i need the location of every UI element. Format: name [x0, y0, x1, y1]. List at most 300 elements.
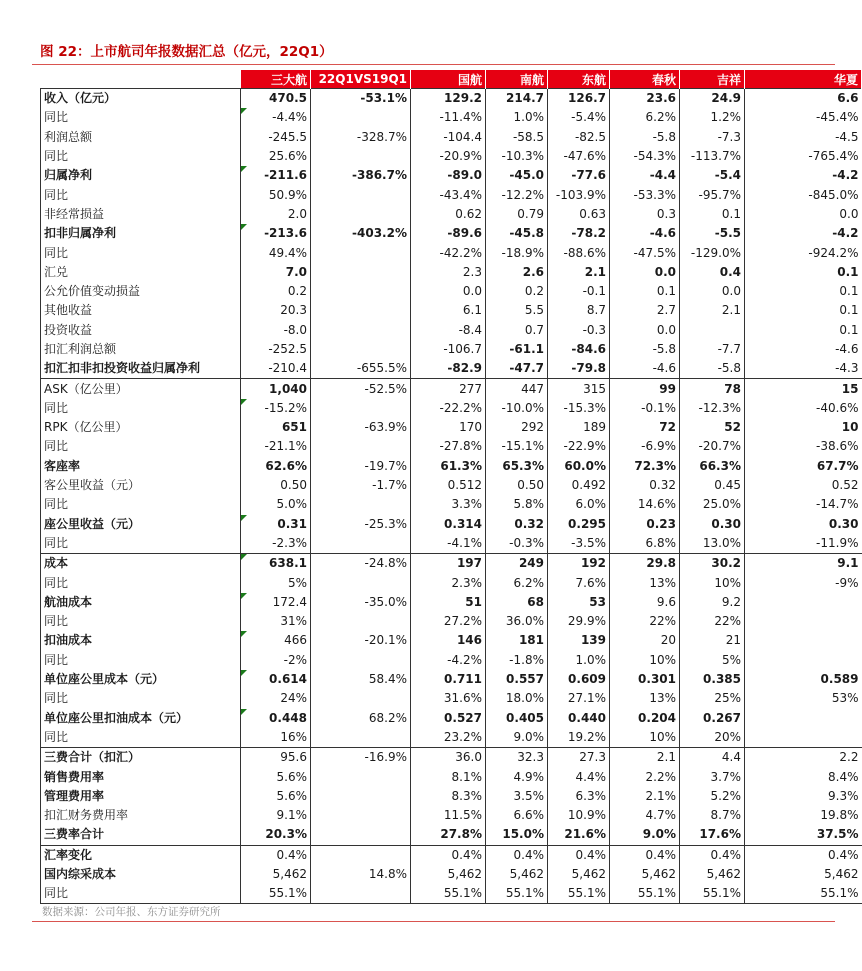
cell-南航: 447 [486, 379, 548, 399]
comment-flag-icon [241, 670, 247, 676]
cell-东航: 315 [548, 379, 610, 399]
cell-吉祥: -20.7% [680, 437, 745, 456]
row-label: 利润总额 [41, 128, 241, 147]
table-row [41, 224, 862, 243]
cell-国航: 0.711 [411, 670, 486, 689]
cell-国航: -4.2% [411, 651, 486, 670]
cell-三大航: 470.5 [241, 89, 311, 109]
cell-东航: -82.5 [548, 128, 610, 147]
cell-华夏: 67.7% [816, 458, 859, 473]
row-label: 同比 [41, 884, 241, 904]
table-row [41, 767, 862, 786]
cell-22Q1VS19Q1 [311, 495, 411, 514]
row-label: 非经常损益 [41, 205, 241, 224]
cell-国航: 27.2% [411, 612, 486, 631]
comment-flag-icon [241, 631, 247, 637]
cell-华夏: 37.5% [816, 827, 859, 842]
table-row [41, 359, 862, 379]
cell-东航: 4.4% [548, 767, 610, 786]
cell-春秋: 55.1% [610, 884, 680, 904]
cell-南航: 0.79 [486, 205, 548, 224]
table-row [41, 418, 862, 437]
cell-南航: 0.32 [486, 515, 548, 534]
cell-东航: 27.3 [548, 748, 610, 768]
cell-国航: -104.4 [411, 128, 486, 147]
airline-summary-table [40, 70, 862, 904]
cell-南航: -18.9% [486, 243, 548, 262]
table-row [41, 709, 862, 728]
cell-春秋: -4.6 [610, 224, 680, 243]
table-row [41, 884, 862, 904]
cell-南航: 5,462 [486, 865, 548, 884]
source-divider [32, 921, 835, 922]
cell-南航: 5.5 [486, 301, 548, 320]
cell-吉祥: 3.7% [680, 767, 745, 786]
table-row [41, 631, 862, 650]
cell-南航: 0.557 [486, 670, 548, 689]
cell-东航: -103.9% [548, 185, 610, 204]
cell-东航: 53 [548, 593, 610, 612]
cell-南航: 0.2 [486, 282, 548, 301]
row-label: 国内综采成本 [41, 865, 241, 884]
cell-南航: 2.6 [486, 263, 548, 282]
cell-三大航: 0.614 [241, 670, 311, 689]
row-label: 座公里收益（元） [41, 515, 241, 534]
row-label: 同比 [41, 573, 241, 592]
cell-春秋: 13% [610, 689, 680, 708]
cell-吉祥: 5.2% [680, 787, 745, 806]
row-label: 同比 [41, 108, 241, 127]
cell-东航: 60.0% [548, 457, 610, 476]
cell-国航: 23.2% [411, 728, 486, 748]
cell-春秋: 72 [610, 418, 680, 437]
cell-春秋: 0.0 [610, 263, 680, 282]
cell-华夏: 0.1 [839, 284, 859, 299]
cell-三大航: 31% [241, 612, 311, 631]
cell-三大航: -2.3% [241, 534, 311, 554]
cell-春秋: 99 [610, 379, 680, 399]
cell-吉祥: -113.7% [680, 147, 745, 166]
cell-春秋: 5,462 [610, 865, 680, 884]
cell-春秋: -4.4 [610, 166, 680, 185]
table-row [41, 282, 862, 301]
row-label: 销售费用率 [41, 767, 241, 786]
cell-国航: -27.8% [411, 437, 486, 456]
table-row [41, 825, 862, 845]
cell-南航: 4.9% [486, 767, 548, 786]
table-row [41, 263, 862, 282]
cell-春秋: 2.2% [610, 767, 680, 786]
cell-东航: 139 [548, 631, 610, 650]
cell-东航: -0.1 [548, 282, 610, 301]
cell-22Q1VS19Q1: -16.9% [311, 748, 411, 768]
row-label: 同比 [41, 437, 241, 456]
cell-国航: 11.5% [411, 806, 486, 825]
cell-华夏: 0.0 [839, 206, 859, 221]
cell-南航: -0.3% [486, 534, 548, 554]
cell-吉祥: 25% [680, 689, 745, 708]
cell-华夏: 55.1% [745, 884, 862, 904]
row-label: 单位座公里成本（元） [41, 670, 241, 689]
cell-国航: 61.3% [411, 457, 486, 476]
cell-华夏: -4.6 [835, 342, 859, 356]
cell-22Q1VS19Q1: -403.2% [311, 224, 411, 243]
cell-三大航: -252.5 [241, 340, 311, 359]
cell-东航: 21.6% [548, 825, 610, 845]
cell-春秋: 2.1% [610, 787, 680, 806]
cell-春秋: 4.7% [610, 806, 680, 825]
table-row [41, 128, 862, 147]
table-row [41, 534, 862, 554]
cell-三大航: -213.6 [241, 224, 311, 243]
cell-南航: 5.8% [486, 495, 548, 514]
table-row [41, 379, 862, 399]
comment-flag-icon [241, 593, 247, 599]
cell-春秋: -47.5% [610, 243, 680, 262]
header-corner [41, 70, 241, 89]
cell-吉祥: 2.1 [680, 301, 745, 320]
cell-22Q1VS19Q1: 58.4% [311, 670, 411, 689]
cell-华夏 [745, 593, 862, 612]
cell-华夏: 15 [745, 379, 862, 399]
cell-22Q1VS19Q1 [311, 108, 411, 127]
cell-东航: 6.0% [548, 495, 610, 514]
cell-三大航: -210.4 [241, 359, 311, 379]
cell-南航: 1.0% [486, 108, 548, 127]
cell-东航: 0.63 [548, 205, 610, 224]
cell-华夏 [745, 651, 862, 670]
cell-22Q1VS19Q1: -386.7% [311, 166, 411, 185]
cell-22Q1VS19Q1 [311, 787, 411, 806]
row-label: 单位座公里扣油成本（元） [41, 709, 241, 728]
comment-flag-icon [241, 515, 247, 521]
cell-三大航: 0.4% [241, 845, 311, 865]
table-row [41, 593, 862, 612]
cell-南航: 18.0% [486, 689, 548, 708]
cell-华夏 [745, 728, 862, 748]
table-row [41, 845, 862, 865]
cell-吉祥: -5.5 [680, 224, 745, 243]
cell-东航: -0.3 [548, 321, 610, 340]
cell-南航: 36.0% [486, 612, 548, 631]
cell-吉祥: 4.4 [680, 748, 745, 768]
cell-22Q1VS19Q1: -25.3% [311, 515, 411, 534]
row-label: 航油成本 [41, 593, 241, 612]
cell-春秋: 29.8 [610, 554, 680, 574]
cell-华夏: 0.30 [828, 516, 859, 531]
cell-南航: -45.0 [486, 166, 548, 185]
row-label: 同比 [41, 534, 241, 554]
table-row [41, 689, 862, 708]
cell-国航: 3.3% [411, 495, 486, 514]
row-label: ASK（亿公里） [41, 379, 241, 399]
row-label: 其他收益 [41, 301, 241, 320]
row-label: 客公里收益（元） [41, 476, 241, 495]
cell-22Q1VS19Q1 [311, 147, 411, 166]
table-row [41, 806, 862, 825]
cell-东航: 19.2% [548, 728, 610, 748]
cell-华夏: -38.6% [816, 439, 859, 454]
cell-春秋: 13% [610, 573, 680, 592]
row-label: RPK（亿公里） [41, 418, 241, 437]
cell-三大航: 172.4 [241, 593, 311, 612]
cell-东航: 1.0% [548, 651, 610, 670]
cell-22Q1VS19Q1 [311, 437, 411, 456]
cell-吉祥: 0.1 [680, 205, 745, 224]
cell-22Q1VS19Q1: -19.7% [311, 457, 411, 476]
cell-22Q1VS19Q1 [311, 806, 411, 825]
table-row [41, 515, 862, 534]
cell-22Q1VS19Q1 [311, 845, 411, 865]
cell-春秋: 9.6 [610, 593, 680, 612]
cell-南航: 3.5% [486, 787, 548, 806]
cell-华夏: 8.4% [828, 769, 859, 784]
table-row [41, 340, 862, 359]
cell-吉祥: 0.45 [680, 476, 745, 495]
cell-三大航: 5.6% [241, 767, 311, 786]
table-row [41, 457, 862, 476]
header-air-china: 国航 [411, 70, 486, 89]
cell-吉祥: 0.30 [680, 515, 745, 534]
cell-春秋: 10% [610, 728, 680, 748]
cell-春秋: -53.3% [610, 185, 680, 204]
cell-华夏: -40.6% [816, 400, 859, 415]
cell-22Q1VS19Q1: 68.2% [311, 709, 411, 728]
cell-华夏 [745, 631, 862, 650]
cell-南航: 6.2% [486, 573, 548, 592]
cell-南航: 292 [486, 418, 548, 437]
cell-吉祥: 55.1% [680, 884, 745, 904]
cell-吉祥: 25.0% [680, 495, 745, 514]
cell-三大航: 95.6 [241, 748, 311, 768]
cell-华夏: -4.2 [832, 168, 859, 183]
cell-吉祥: 78 [680, 379, 745, 399]
cell-吉祥: 0.0 [680, 282, 745, 301]
cell-国航: 0.527 [411, 709, 486, 728]
cell-22Q1VS19Q1 [311, 263, 411, 282]
table-row [41, 166, 862, 185]
cell-东航: -22.9% [548, 437, 610, 456]
cell-三大航: 25.6% [241, 147, 311, 166]
table-row [41, 301, 862, 320]
cell-吉祥: 10% [680, 573, 745, 592]
cell-南航: 0.4% [486, 845, 548, 865]
cell-22Q1VS19Q1: -52.5% [311, 379, 411, 399]
cell-国航: -4.1% [411, 534, 486, 554]
table-row [41, 476, 862, 495]
cell-吉祥: 30.2 [680, 554, 745, 574]
row-label: 同比 [41, 147, 241, 166]
cell-吉祥: 0.4 [680, 263, 745, 282]
cell-南航: -1.8% [486, 651, 548, 670]
cell-东航: 27.1% [548, 689, 610, 708]
cell-22Q1VS19Q1: -63.9% [311, 418, 411, 437]
table-row [41, 185, 862, 204]
cell-三大航: 16% [241, 728, 311, 748]
cell-华夏: 0.1 [837, 264, 859, 279]
cell-三大航: 55.1% [241, 884, 311, 904]
cell-国航: -82.9 [411, 359, 486, 379]
cell-22Q1VS19Q1 [311, 825, 411, 845]
row-label: 客座率 [41, 457, 241, 476]
cell-华夏: 2.2 [745, 748, 862, 768]
airline-summary-table-container [40, 70, 859, 901]
table-row [41, 554, 862, 574]
cell-春秋: 14.6% [610, 495, 680, 514]
cell-三大航: 50.9% [241, 185, 311, 204]
cell-三大航: 638.1 [241, 554, 311, 574]
header-china-southern: 南航 [486, 70, 548, 89]
cell-三大航: 9.1% [241, 806, 311, 825]
cell-东航: 0.4% [548, 845, 610, 865]
cell-春秋: 22% [610, 612, 680, 631]
cell-三大航: 7.0 [241, 263, 311, 282]
row-label: 同比 [41, 399, 241, 418]
cell-春秋: 2.7 [610, 301, 680, 320]
cell-华夏: 9.1 [745, 554, 862, 574]
cell-国航: 0.62 [411, 205, 486, 224]
row-label: 同比 [41, 243, 241, 262]
cell-吉祥: 24.9 [680, 89, 745, 109]
row-label: 收入（亿元） [41, 89, 241, 109]
row-label: 同比 [41, 728, 241, 748]
cell-东航: 8.7 [548, 301, 610, 320]
cell-国航: 36.0 [411, 748, 486, 768]
cell-春秋: 23.6 [610, 89, 680, 109]
cell-三大航: -4.4% [241, 108, 311, 127]
header-china-express: 华夏 [745, 70, 862, 89]
cell-南航: 15.0% [486, 825, 548, 845]
cell-春秋: 6.2% [610, 108, 680, 127]
cell-南航: -10.3% [486, 147, 548, 166]
cell-华夏: 19.8% [820, 808, 859, 823]
table-row [41, 865, 862, 884]
cell-国航: 5,462 [411, 865, 486, 884]
table-row [41, 728, 862, 748]
comment-flag-icon [241, 554, 247, 560]
cell-华夏: -11.9% [816, 535, 859, 550]
cell-吉祥: 8.7% [680, 806, 745, 825]
cell-22Q1VS19Q1 [311, 651, 411, 670]
cell-国航: 6.1 [411, 301, 486, 320]
cell-华夏: -14.7% [816, 497, 859, 512]
cell-南航: -15.1% [486, 437, 548, 456]
comment-flag-icon [241, 166, 247, 172]
table-row [41, 399, 862, 418]
cell-22Q1VS19Q1 [311, 321, 411, 340]
cell-三大航: 1,040 [241, 379, 311, 399]
row-label: 成本 [41, 554, 241, 574]
cell-吉祥: 52 [680, 418, 745, 437]
table-row [41, 437, 862, 456]
cell-春秋: -6.9% [610, 437, 680, 456]
cell-吉祥: -7.3 [680, 128, 745, 147]
cell-22Q1VS19Q1 [311, 185, 411, 204]
comment-flag-icon [241, 399, 247, 405]
cell-22Q1VS19Q1 [311, 573, 411, 592]
cell-东航: 0.492 [548, 476, 610, 495]
cell-华夏: -845.0% [808, 187, 859, 202]
cell-南航: 181 [486, 631, 548, 650]
row-label: 同比 [41, 185, 241, 204]
cell-三大航: 20.3 [241, 301, 311, 320]
data-source-note: 数据来源：公司年报、东方证券研究所 [42, 906, 221, 918]
cell-22Q1VS19Q1: 14.8% [311, 865, 411, 884]
cell-春秋: -54.3% [610, 147, 680, 166]
cell-吉祥: -129.0% [680, 243, 745, 262]
cell-东航: 0.295 [548, 515, 610, 534]
cell-华夏: 6.6 [745, 89, 862, 109]
cell-吉祥: -7.7 [680, 340, 745, 359]
cell-三大航: 49.4% [241, 243, 311, 262]
cell-春秋: 9.0% [610, 825, 680, 845]
cell-吉祥: 0.267 [680, 709, 745, 728]
cell-南航: 55.1% [486, 884, 548, 904]
cell-东航: 10.9% [548, 806, 610, 825]
row-label: 扣汇扣非扣投资收益归属净利 [41, 359, 241, 379]
comment-flag-icon [241, 108, 247, 114]
cell-东航: 0.609 [548, 670, 610, 689]
cell-国航: 0.314 [411, 515, 486, 534]
table-row [41, 651, 862, 670]
cell-22Q1VS19Q1: -655.5% [311, 359, 411, 379]
cell-南航: -47.7 [486, 359, 548, 379]
row-label: 归属净利 [41, 166, 241, 185]
cell-春秋: 0.23 [610, 515, 680, 534]
cell-春秋: 6.8% [610, 534, 680, 554]
cell-华夏: 5,462 [824, 867, 859, 882]
cell-东航: 126.7 [548, 89, 610, 109]
cell-吉祥: -12.3% [680, 399, 745, 418]
cell-南航: 9.0% [486, 728, 548, 748]
cell-三大航: 20.3% [241, 825, 311, 845]
cell-南航: 6.6% [486, 806, 548, 825]
row-label: 同比 [41, 495, 241, 514]
cell-南航: 0.50 [486, 476, 548, 495]
cell-南航: 214.7 [486, 89, 548, 109]
header-juneyao: 吉祥 [680, 70, 745, 89]
cell-三大航: 651 [241, 418, 311, 437]
cell-22Q1VS19Q1 [311, 205, 411, 224]
cell-春秋: 0.204 [610, 709, 680, 728]
cell-三大航: -21.1% [241, 437, 311, 456]
table-row [41, 108, 862, 127]
row-label: 三费合计（扣汇） [41, 748, 241, 768]
cell-国航: -11.4% [411, 108, 486, 127]
cell-22Q1VS19Q1: -20.1% [311, 631, 411, 650]
cell-吉祥: 66.3% [680, 457, 745, 476]
cell-东航: 7.6% [548, 573, 610, 592]
cell-吉祥: 22% [680, 612, 745, 631]
cell-三大航: 5,462 [241, 865, 311, 884]
header-big-three: 三大航 [241, 70, 311, 89]
cell-东航: 55.1% [548, 884, 610, 904]
cell-吉祥: 1.2% [680, 108, 745, 127]
cell-22Q1VS19Q1 [311, 301, 411, 320]
cell-吉祥 [680, 321, 745, 340]
row-label: 投资收益 [41, 321, 241, 340]
cell-东航: 29.9% [548, 612, 610, 631]
table-row [41, 147, 862, 166]
cell-吉祥: 21 [680, 631, 745, 650]
row-label: 公允价值变动损益 [41, 282, 241, 301]
cell-春秋: 0.3 [610, 205, 680, 224]
table-row [41, 573, 862, 592]
cell-春秋: -0.1% [610, 399, 680, 418]
cell-华夏: -4.5 [835, 129, 859, 144]
cell-三大航: 0.448 [241, 709, 311, 728]
cell-东航: -3.5% [548, 534, 610, 554]
